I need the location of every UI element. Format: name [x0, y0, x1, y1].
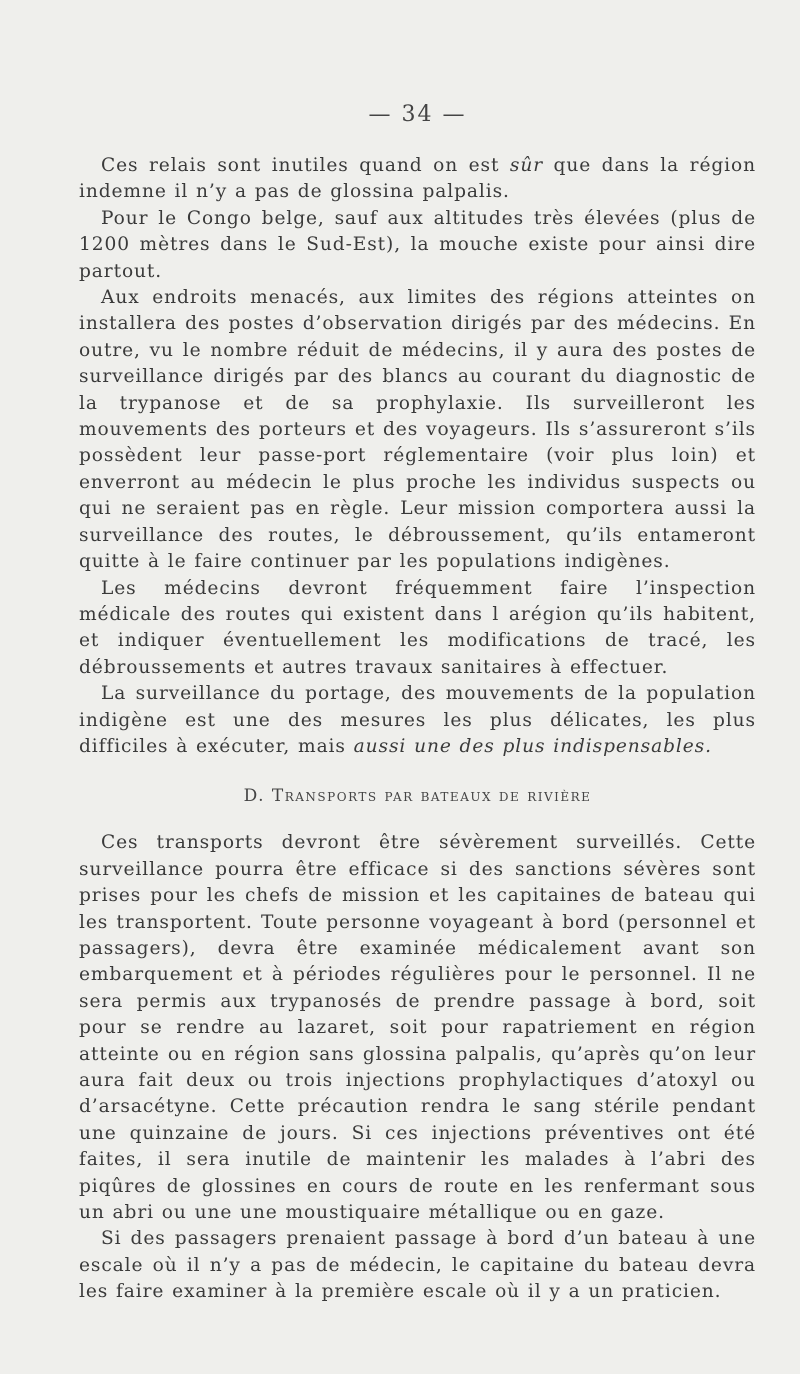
paragraph-relais	[79, 153, 756, 206]
section-heading: D. Transports par bateaux de rivière	[243, 786, 592, 807]
emphasis-text: aussi une des plus indispensables.	[353, 735, 712, 757]
paragraph-transports: Ces transports devront être sévèrement surveillés. Cette surveillance pourra être efficace si des sanctions sévères sont prises pour les chefs de mission et les capitaines de bateau qui les transportent. Toute personne voyageant à bord (personnel et passagers), devra être examinée médicalement avant son embarquement et à périodes régulières pour le personnel. Il ne sera permis aux trypanosés de prendre passage à bord, soit pour se rendre au lazaret, soit pour rapatriement en région atteinte ou en région sans glossina palpalis, qu’après qu’on leur aura fait deux ou trois injections prophylactiques d’atoxyl ou d’arsacétyne. Cette précaution rendra le sang stérile pendant une quinzaine de jours. Si ces injections préventives ont été faites, il sera inutile de maintenir les malades à l’abri des piqûres de glossines en cours de route en les renfermant sous un abri ou une une moustiquaire métallique ou en gaze.	[79, 832, 756, 1224]
paragraph-inspection-routes: Les médecins devront fréquemment faire l’inspection médicale des routes qui existent dans l arégion qu’ils habitent, et indiquer éventuellement les modifications de tracé, les débroussements et autres travaux sanitaires à effectuer.	[79, 577, 756, 678]
paragraph-passagers: Si des passagers prenaient passage à bord d’un bateau à une escale où il n’y a pas de médecin, le capitaine du bateau devra les faire examiner à la première escale où il y a un praticien.	[79, 1228, 756, 1303]
paragraph-surveillance-portage	[79, 681, 756, 760]
paragraph-text: que dans la région indemne il n’y a pas de glossina palpalis.	[79, 155, 756, 203]
paragraph-postes-observation: Aux endroits menacés, aux limites des régions atteintes on installera des postes d’observation dirigés par des médecins. En outre, vu le nombre réduit de médecins, il y aura des postes de surveillance dirigés par des blancs au courant du diagnostic de la trypanose et de sa prophylaxie. Ils surveilleront les mouvements des porteurs et des voyageurs. Ils s’assureront s’ils possèdent leur passe-port réglementaire (voir plus loin) et enverront au médecin le plus proche les individus suspects ou qui ne seraient pas en règle. Leur mission comportera aussi la surveillance des routes, le débroussement, qu’ils entameront quitte à le faire continuer par les populations indigènes.	[79, 287, 756, 573]
emphasis-text: sûr	[509, 155, 543, 176]
paragraph-text: Ces relais sont inutiles quand on est	[101, 155, 510, 176]
paragraph-congo-belge: Pour le Congo belge, sauf aux altitudes très élevées (plus de 1200 mètres dans le Sud-Est), la mouche existe pour ainsi dire partout.	[79, 207, 756, 282]
page-number: — 34 —	[368, 102, 467, 127]
paragraph-text: La surveillance du portage, des mouvements de la population indigène est une des mesures les plus délicates, les plus difficiles à exécuter, mais	[79, 683, 756, 757]
